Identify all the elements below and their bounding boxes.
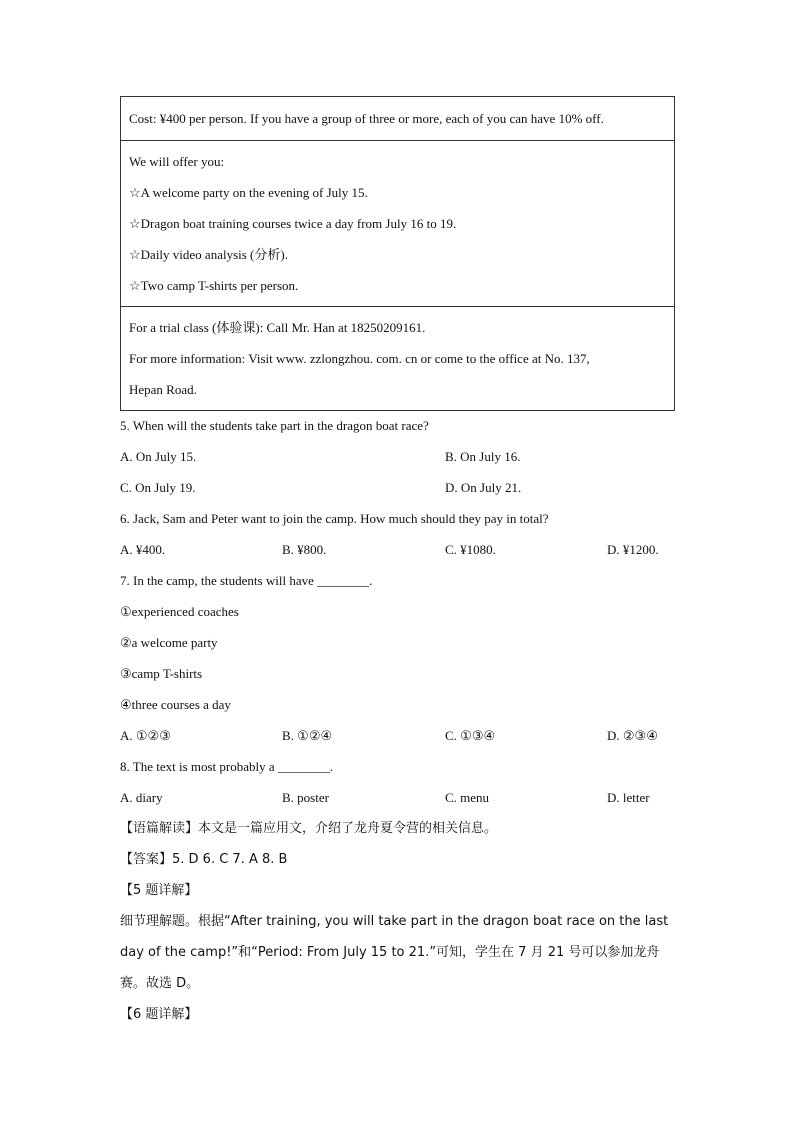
- cost-text: Cost: ¥400 per person. If you have a group of three or more, each of you can have 10% off.: [129, 111, 604, 126]
- q7-item: ④three courses a day: [120, 697, 231, 712]
- answer-key: 【答案】5. D 6. C 7. A 8. B: [120, 852, 288, 867]
- q7-item: ①experienced coaches: [120, 604, 239, 619]
- q5-options-row-2: [120, 472, 680, 503]
- option-b: B. ①②④: [282, 728, 333, 743]
- q5-detail-heading: 【5 题详解】: [120, 883, 198, 898]
- option-c: C. menu: [445, 790, 490, 805]
- question-6: 6. Jack, Sam and Peter want to join the camp. How much should they pay in total?: [120, 511, 549, 526]
- option-d: D. On July 21.: [445, 480, 522, 495]
- camp-info-box: [120, 96, 675, 411]
- option-c: C. ①③④: [445, 728, 496, 743]
- q7-item: ②a welcome party: [120, 635, 218, 650]
- more-info-text-2: Hepan Road.: [129, 382, 197, 397]
- q5-options-row-1: [120, 441, 680, 472]
- option-c: C. On July 19.: [120, 480, 196, 495]
- cost-section: [121, 97, 674, 141]
- offer-title: We will offer you:: [129, 154, 225, 169]
- q7-options-row: [120, 720, 680, 751]
- offer-section: [121, 141, 674, 307]
- question-8: 8. The text is most probably a ________.: [120, 759, 334, 774]
- option-b: B. On July 16.: [445, 449, 521, 464]
- offer-item: ☆Two camp T-shirts per person.: [129, 278, 299, 293]
- contact-section: [121, 307, 674, 410]
- offer-item: ☆Dragon boat training courses twice a day from July 16 to 19.: [129, 216, 457, 231]
- reading-summary: 【语篇解读】本文是一篇应用文，介绍了龙舟夏令营的相关信息。: [120, 821, 498, 836]
- q6-options-row: [120, 534, 680, 565]
- q5-detail-text: 细节理解题。根据“After training, you will take part in the dragon boat race on the last day of the camp!”和“Period: From July 15 to 21.”可知，学生在 7 月 21 号可以参加龙舟赛。故选 D。: [120, 914, 669, 991]
- option-d: D. ¥1200.: [607, 542, 659, 557]
- option-a: A. ①②③: [120, 728, 171, 743]
- option-a: A. diary: [120, 790, 163, 805]
- q7-item: ③camp T-shirts: [120, 666, 203, 681]
- q8-options-row: [120, 782, 680, 813]
- more-info-text: For more information: Visit www. zzlongzhou. com. cn or come to the office at No. 137,: [129, 351, 590, 366]
- questions-area: [120, 410, 680, 1030]
- trial-text: For a trial class (体验课): Call Mr. Han at 18250209161.: [129, 320, 426, 335]
- q6-detail-heading: 【6 题详解】: [120, 1007, 198, 1022]
- option-d: D. letter: [607, 790, 650, 805]
- offer-item: ☆A welcome party on the evening of July 15.: [129, 185, 368, 200]
- question-5: 5. When will the students take part in the dragon boat race?: [120, 418, 429, 433]
- option-b: B. poster: [282, 790, 329, 805]
- offer-item: ☆Daily video analysis (分析).: [129, 247, 288, 262]
- option-b: B. ¥800.: [282, 542, 327, 557]
- option-c: C. ¥1080.: [445, 542, 496, 557]
- option-a: A. ¥400.: [120, 542, 166, 557]
- option-d: D. ②③④: [607, 728, 658, 743]
- option-a: A. On July 15.: [120, 449, 197, 464]
- question-7: 7. In the camp, the students will have ________.: [120, 573, 373, 588]
